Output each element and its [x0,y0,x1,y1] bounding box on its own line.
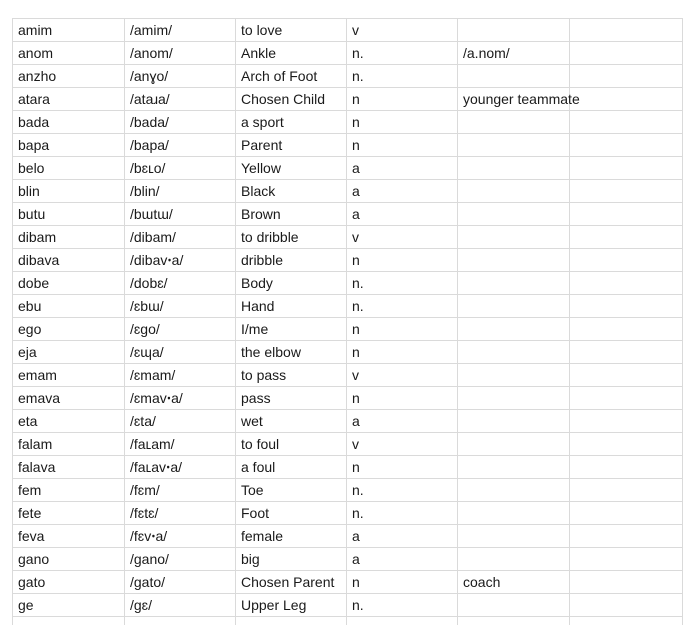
meaning-cell[interactable] [236,617,347,625]
part-of-speech-cell[interactable]: n. [347,272,458,295]
table-row [13,88,683,111]
part-of-speech-cell[interactable]: n. [347,295,458,318]
ipa-cell[interactable]: /fɛvꞏa/ [125,525,236,548]
word-cell[interactable]: eja [13,341,125,364]
part-of-speech-cell[interactable]: a [347,157,458,180]
word-cell[interactable]: eta [13,410,125,433]
note-cell[interactable] [458,364,570,387]
meaning-cell[interactable]: Body [236,272,347,295]
word-cell[interactable]: anom [13,42,125,65]
ipa-cell[interactable]: /fɛm/ [125,479,236,502]
part-of-speech-cell[interactable]: n. [347,42,458,65]
part-of-speech-cell[interactable]: n [347,341,458,364]
word-cell[interactable]: ebu [13,295,125,318]
part-of-speech-cell[interactable]: n [347,318,458,341]
part-of-speech-cell[interactable]: n [347,111,458,134]
table-row [13,410,683,433]
empty-cell[interactable] [570,456,683,479]
lexicon-table [12,18,683,625]
meaning-cell[interactable]: Hand [236,295,347,318]
ipa-cell[interactable]: /bɯtɯ/ [125,203,236,226]
word-cell[interactable]: fete [13,502,125,525]
empty-cell[interactable] [570,88,683,111]
table-row [13,203,683,226]
meaning-cell[interactable]: dribble [236,249,347,272]
word-cell[interactable]: anzho [13,65,125,88]
note-cell[interactable] [458,318,570,341]
meaning-cell[interactable]: the elbow [236,341,347,364]
ipa-cell[interactable]: /dibam/ [125,226,236,249]
word-cell[interactable]: falam [13,433,125,456]
ipa-cell[interactable]: /fɛtɛ/ [125,502,236,525]
note-cell[interactable] [458,65,570,88]
empty-cell[interactable] [570,157,683,180]
table-row [13,318,683,341]
word-cell[interactable]: emam [13,364,125,387]
meaning-cell[interactable]: female [236,525,347,548]
meaning-cell[interactable]: to dribble [236,226,347,249]
ipa-cell[interactable]: /ataɹa/ [125,88,236,111]
table-row [13,134,683,157]
part-of-speech-cell[interactable]: n. [347,502,458,525]
table-row [13,341,683,364]
note-cell[interactable] [458,387,570,410]
ipa-cell[interactable]: /ɛbɯ/ [125,295,236,318]
word-cell[interactable]: bada [13,111,125,134]
meaning-cell[interactable]: a sport [236,111,347,134]
word-cell[interactable]: fem [13,479,125,502]
note-cell[interactable] [458,295,570,318]
part-of-speech-cell[interactable]: a [347,180,458,203]
part-of-speech-cell[interactable]: n [347,134,458,157]
ipa-cell[interactable]: /gato/ [125,571,236,594]
empty-cell[interactable] [570,410,683,433]
empty-cell[interactable] [570,364,683,387]
ipa-cell[interactable]: /ɛta/ [125,410,236,433]
word-cell[interactable]: gato [13,571,125,594]
part-of-speech-cell[interactable]: a [347,203,458,226]
empty-cell[interactable] [570,594,683,617]
part-of-speech-cell[interactable]: n. [347,594,458,617]
ipa-cell[interactable]: /faʟam/ [125,433,236,456]
word-cell[interactable]: dibava [13,249,125,272]
ipa-cell[interactable]: /amim/ [125,19,236,42]
empty-cell[interactable] [570,134,683,157]
table-row [13,456,683,479]
table-row [13,157,683,180]
table-row [13,249,683,272]
note-cell[interactable] [458,525,570,548]
part-of-speech-cell[interactable]: n [347,88,458,111]
table-row [13,594,683,617]
table-row [13,295,683,318]
empty-cell[interactable] [570,502,683,525]
meaning-cell[interactable]: Arch of Foot [236,65,347,88]
part-of-speech-cell[interactable]: v [347,226,458,249]
table-row [13,387,683,410]
meaning-cell[interactable]: Ankle [236,42,347,65]
word-cell[interactable]: butu [13,203,125,226]
empty-cell[interactable] [570,525,683,548]
part-of-speech-cell[interactable]: a [347,525,458,548]
note-cell[interactable] [458,479,570,502]
meaning-cell[interactable]: I/me [236,318,347,341]
ipa-cell[interactable]: /bɛʟo/ [125,157,236,180]
empty-cell[interactable] [570,295,683,318]
part-of-speech-cell[interactable]: a [347,548,458,571]
ipa-cell[interactable] [125,617,236,625]
meaning-cell[interactable]: pass [236,387,347,410]
table-row [13,617,683,625]
note-cell[interactable] [458,548,570,571]
ipa-cell[interactable]: /gɛ/ [125,594,236,617]
empty-cell[interactable] [570,341,683,364]
table-row [13,272,683,295]
ipa-cell[interactable]: /bapa/ [125,134,236,157]
ipa-cell[interactable]: /faʟavꞏa/ [125,456,236,479]
part-of-speech-cell[interactable] [347,617,458,625]
table-row [13,65,683,88]
meaning-cell[interactable]: Chosen Parent [236,571,347,594]
table-row [13,226,683,249]
note-cell[interactable]: /a.nom/ [458,42,570,65]
empty-cell[interactable] [570,203,683,226]
meaning-cell[interactable]: a foul [236,456,347,479]
empty-cell[interactable] [570,387,683,410]
meaning-cell[interactable]: Yellow [236,157,347,180]
empty-cell[interactable] [570,571,683,594]
note-cell[interactable] [458,502,570,525]
table-row [13,571,683,594]
meaning-cell[interactable]: big [236,548,347,571]
ipa-cell[interactable]: /gano/ [125,548,236,571]
part-of-speech-cell[interactable]: a [347,410,458,433]
word-cell[interactable]: blin [13,180,125,203]
table-row [13,111,683,134]
empty-cell[interactable] [570,65,683,88]
ipa-cell[interactable]: /ɛmam/ [125,364,236,387]
note-cell[interactable] [458,111,570,134]
ipa-cell[interactable]: /ɛmavꞏa/ [125,387,236,410]
empty-cell[interactable] [570,433,683,456]
part-of-speech-cell[interactable]: v [347,364,458,387]
empty-cell[interactable] [570,479,683,502]
word-cell[interactable] [13,617,125,625]
word-cell[interactable]: gano [13,548,125,571]
note-cell[interactable] [458,433,570,456]
table-row [13,525,683,548]
ipa-cell[interactable]: /blin/ [125,180,236,203]
table-row [13,479,683,502]
note-cell[interactable]: younger teammate [458,88,570,111]
part-of-speech-cell[interactable]: v [347,433,458,456]
word-cell[interactable]: bapa [13,134,125,157]
meaning-cell[interactable]: to love [236,19,347,42]
meaning-cell[interactable]: Upper Leg [236,594,347,617]
word-cell[interactable]: emava [13,387,125,410]
note-cell[interactable] [458,456,570,479]
table-row [13,502,683,525]
note-cell[interactable] [458,249,570,272]
part-of-speech-cell[interactable]: n [347,249,458,272]
part-of-speech-cell[interactable]: v [347,19,458,42]
table-row [13,548,683,571]
word-cell[interactable]: atara [13,88,125,111]
ipa-cell[interactable]: /anɣo/ [125,65,236,88]
empty-cell[interactable] [570,318,683,341]
note-cell[interactable] [458,341,570,364]
ipa-cell[interactable]: /dibavꞏa/ [125,249,236,272]
note-cell[interactable] [458,157,570,180]
word-cell[interactable]: dobe [13,272,125,295]
empty-cell[interactable] [570,180,683,203]
word-cell[interactable]: belo [13,157,125,180]
table-row [13,364,683,387]
part-of-speech-cell[interactable]: n [347,456,458,479]
meaning-cell[interactable]: to foul [236,433,347,456]
table-row [13,19,683,42]
word-cell[interactable]: amim [13,19,125,42]
empty-cell[interactable] [570,111,683,134]
note-cell[interactable] [458,180,570,203]
note-cell[interactable] [458,203,570,226]
meaning-cell[interactable]: to pass [236,364,347,387]
note-cell[interactable] [458,410,570,433]
word-cell[interactable]: ge [13,594,125,617]
ipa-cell[interactable]: /bada/ [125,111,236,134]
meaning-cell[interactable]: wet [236,410,347,433]
ipa-cell[interactable]: /dobɛ/ [125,272,236,295]
empty-cell[interactable] [570,249,683,272]
ipa-cell[interactable]: /anom/ [125,42,236,65]
meaning-cell[interactable]: Black [236,180,347,203]
table-row [13,42,683,65]
meaning-cell[interactable]: Foot [236,502,347,525]
part-of-speech-cell[interactable]: n. [347,479,458,502]
part-of-speech-cell[interactable]: n [347,571,458,594]
meaning-cell[interactable]: Parent [236,134,347,157]
word-cell[interactable]: dibam [13,226,125,249]
table-row [13,433,683,456]
word-cell[interactable]: feva [13,525,125,548]
part-of-speech-cell[interactable]: n [347,387,458,410]
lexicon-table-body [13,19,683,625]
empty-cell[interactable] [570,617,683,625]
ipa-cell[interactable]: /ɛgo/ [125,318,236,341]
word-cell[interactable]: ego [13,318,125,341]
note-cell[interactable] [458,617,570,625]
meaning-cell[interactable]: Brown [236,203,347,226]
empty-cell[interactable] [570,19,683,42]
note-cell[interactable] [458,594,570,617]
word-cell[interactable]: falava [13,456,125,479]
part-of-speech-cell[interactable]: n. [347,65,458,88]
ipa-cell[interactable]: /ɛɰa/ [125,341,236,364]
note-cell[interactable] [458,226,570,249]
note-cell[interactable] [458,272,570,295]
empty-cell[interactable] [570,42,683,65]
empty-cell[interactable] [570,272,683,295]
note-cell[interactable]: coach [458,571,570,594]
meaning-cell[interactable]: Chosen Child [236,88,347,111]
note-cell[interactable] [458,134,570,157]
meaning-cell[interactable]: Toe [236,479,347,502]
empty-cell[interactable] [570,226,683,249]
empty-cell[interactable] [570,548,683,571]
note-cell[interactable] [458,19,570,42]
table-row [13,180,683,203]
